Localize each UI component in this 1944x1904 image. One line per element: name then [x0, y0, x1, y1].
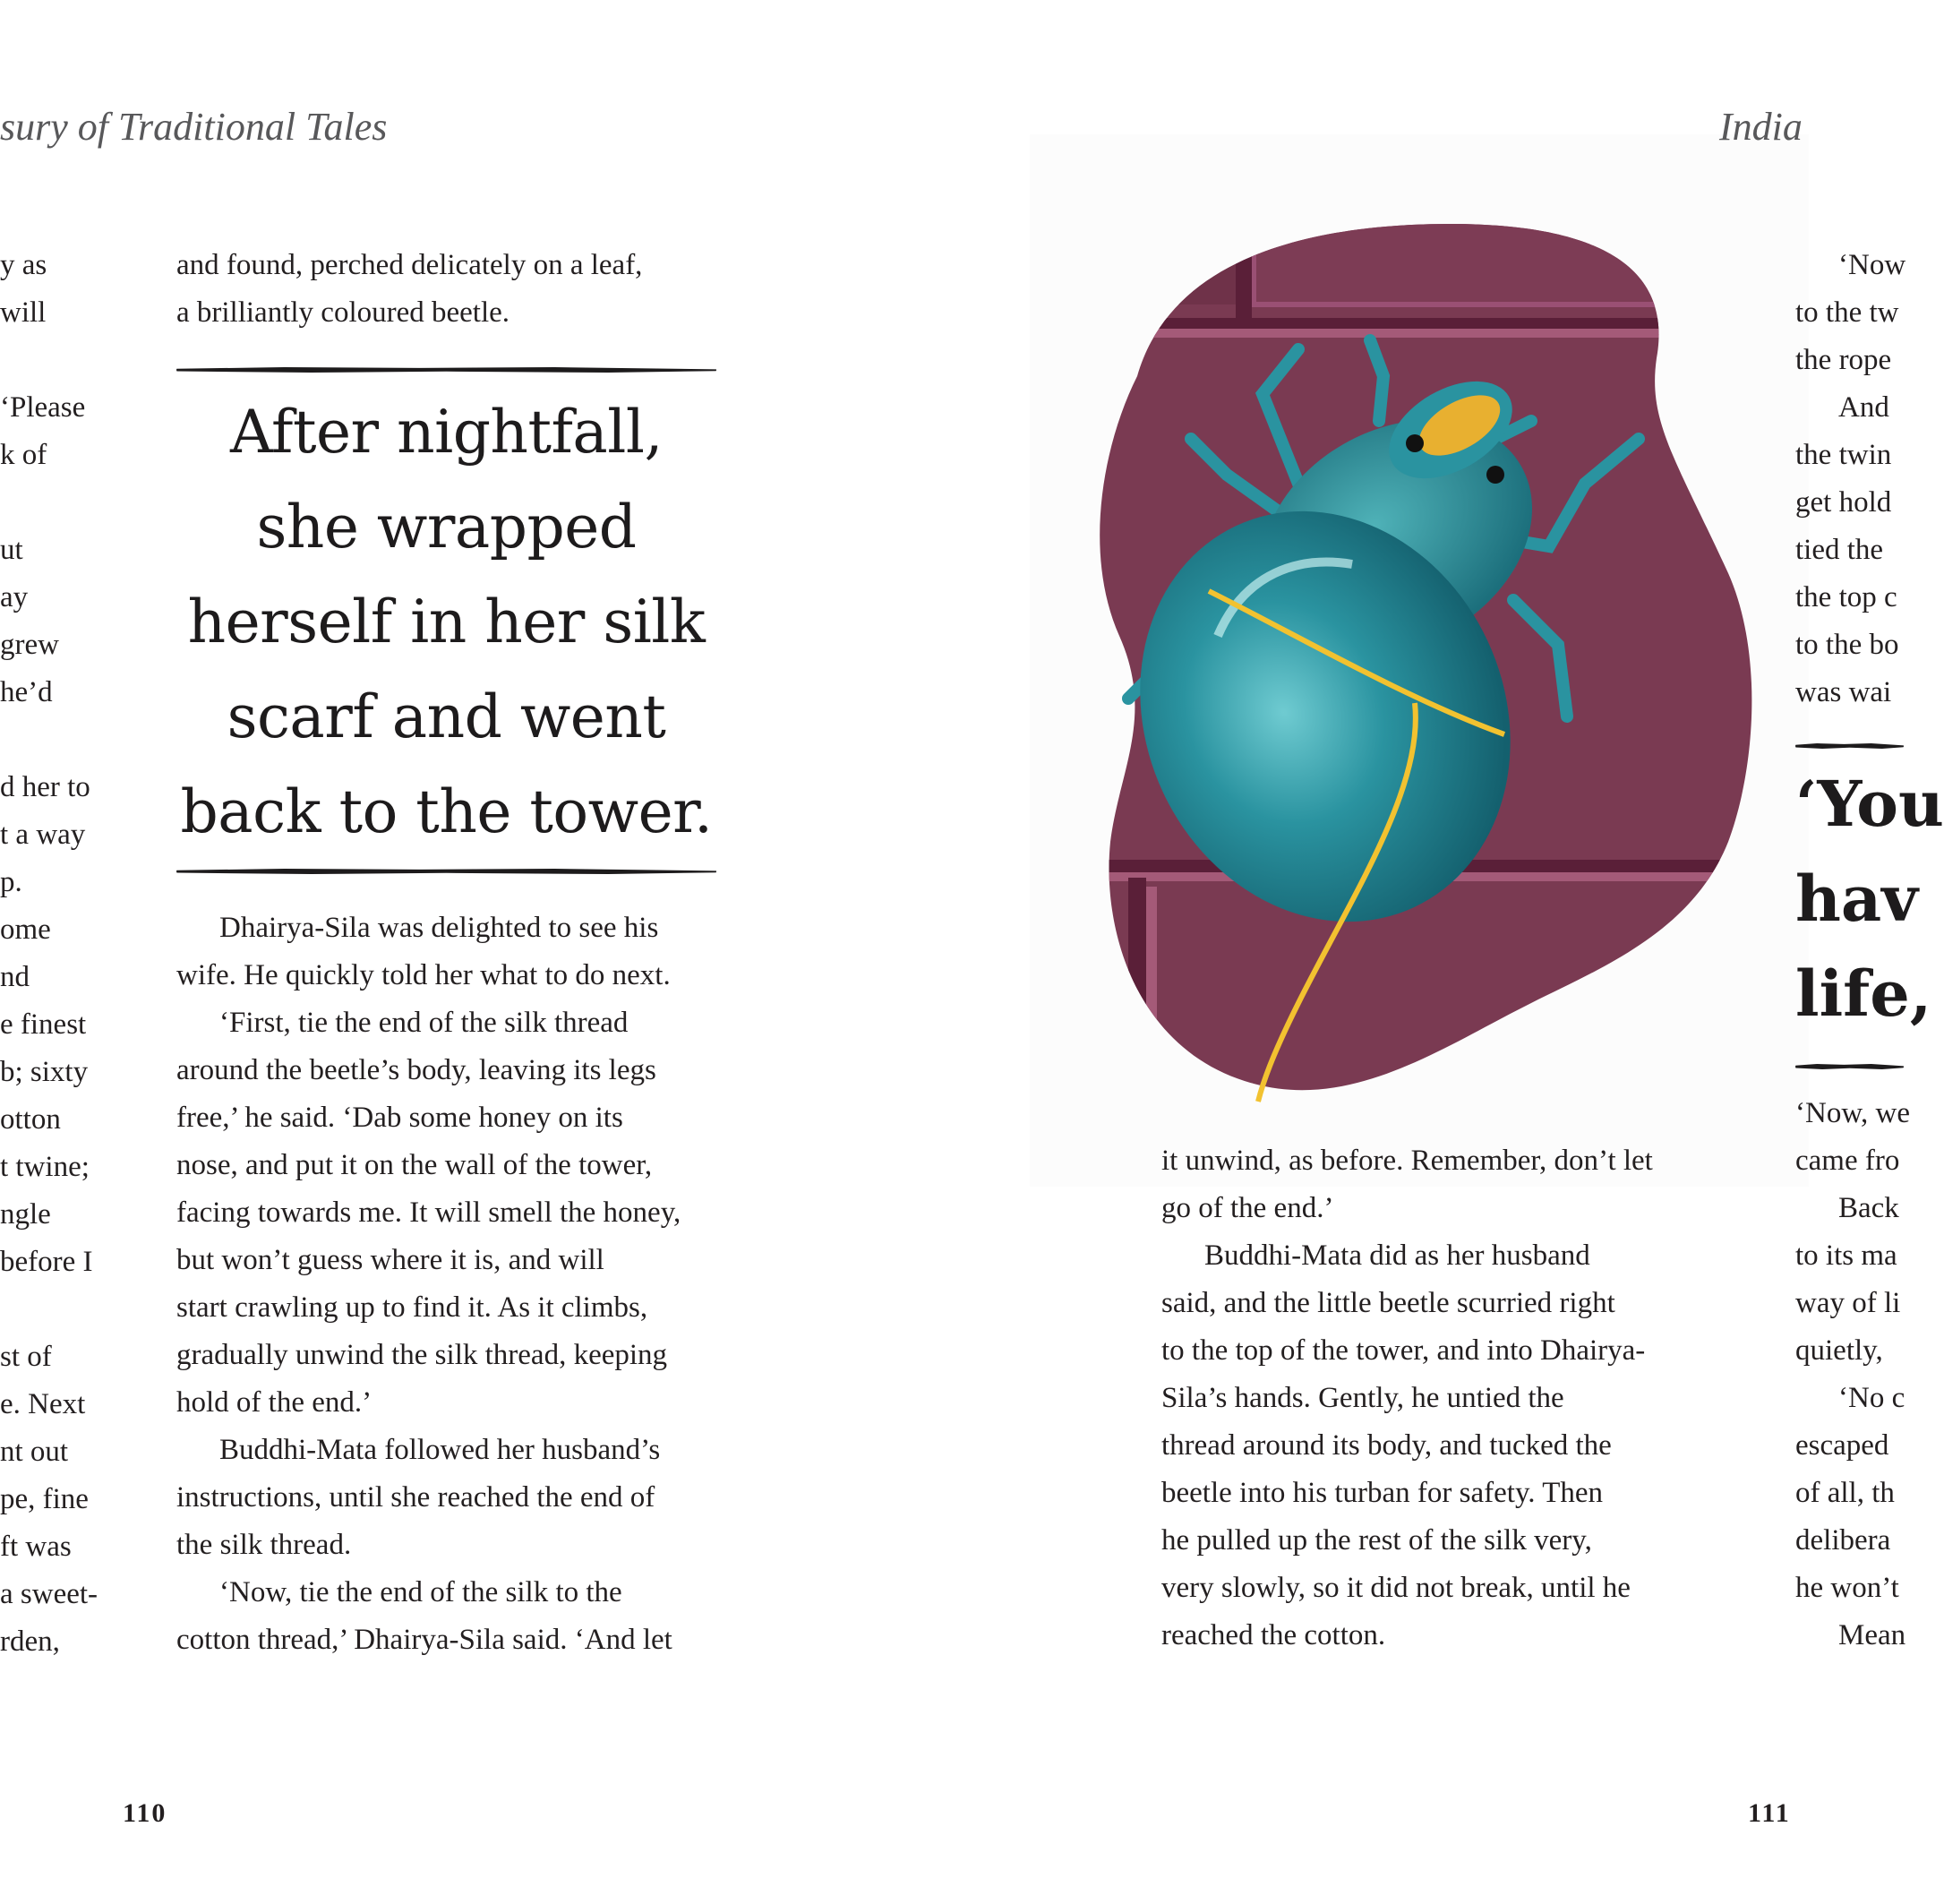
text-line: cotton thread,’ Dhairya-Sila said. ‘And let — [176, 1624, 672, 1656]
text-line: tied the — [1795, 534, 1884, 566]
pull-quote-rule-top — [176, 367, 716, 373]
text-line: k of — [0, 439, 47, 471]
text-line: Mean — [1838, 1619, 1906, 1651]
text-line — [0, 337, 98, 384]
text-line — [0, 716, 98, 764]
running-head-left: sury of Traditional Tales — [0, 105, 388, 149]
text-line: beetle into his turban for safety. Then — [1161, 1477, 1604, 1509]
text-line: delibera — [1795, 1524, 1891, 1557]
text-line: was wai — [1795, 676, 1892, 708]
text-line: came fro — [1795, 1145, 1900, 1177]
edge-column-bottom — [1795, 1090, 1910, 1660]
text-line: y as — [0, 249, 47, 281]
pull-quote-left — [176, 385, 716, 860]
pull-quote-line: ‘You — [1795, 767, 1944, 841]
pull-quote-line: herself in her silk — [187, 587, 706, 656]
text-line: the rope — [1795, 344, 1892, 376]
pull-quote-line: After nightfall, — [230, 398, 663, 467]
text-line: to its ma — [1795, 1239, 1897, 1272]
pull-quote-rule-bottom — [176, 869, 716, 874]
text-line: thread around its body, and tucked the — [1161, 1429, 1612, 1462]
text-line: ‘Please — [0, 391, 86, 424]
text-line: rden, — [0, 1625, 60, 1658]
text-line: go of the end.’ — [1161, 1192, 1334, 1224]
text-line: Dhairya-Sila was delighted to see his — [219, 912, 659, 944]
text-line: to the tw — [1795, 296, 1899, 329]
text-line: e finest — [0, 1008, 87, 1041]
text-line: it unwind, as before. Remember, don’t let — [1161, 1145, 1653, 1177]
body-text-left — [176, 905, 681, 1664]
text-line — [0, 479, 98, 527]
text-line: a sweet- — [0, 1578, 98, 1610]
text-line: otton — [0, 1103, 61, 1136]
text-line — [0, 1286, 98, 1334]
text-line: And — [1838, 391, 1889, 424]
text-line: Buddhi-Mata followed her husband’s — [219, 1434, 661, 1466]
edge-pull-quote-rule-top — [1795, 743, 1904, 749]
pull-quote-line: scarf and went — [227, 682, 666, 751]
text-line: st of — [0, 1341, 52, 1373]
text-line: ngle — [0, 1198, 51, 1231]
running-head-right: India — [1719, 105, 1803, 149]
text-line: reached the cotton. — [1161, 1619, 1386, 1651]
opening-text — [176, 242, 642, 337]
text-line: hold of the end.’ — [176, 1386, 373, 1419]
text-line: very slowly, so it did not break, until he — [1161, 1572, 1631, 1604]
edge-pull-quote — [1795, 757, 1944, 1042]
text-line: Sila’s hands. Gently, he untied the — [1161, 1382, 1564, 1414]
text-line: facing towards me. It will smell the honey, — [176, 1196, 681, 1229]
text-line: and found, perched delicately on a leaf, — [176, 249, 643, 281]
text-line: he pulled up the rest of the silk very, — [1161, 1524, 1592, 1557]
text-line: ome — [0, 913, 51, 946]
text-line: t a way — [0, 819, 86, 851]
text-line: nt out — [0, 1436, 69, 1468]
text-line: Buddhi-Mata did as her husband — [1204, 1239, 1590, 1272]
margin-column-left — [0, 242, 98, 1666]
text-line: a brilliantly coloured beetle. — [176, 296, 510, 329]
page-number-right: 111 — [1748, 1798, 1791, 1828]
text-line: free,’ he said. ‘Dab some honey on its — [176, 1102, 623, 1134]
text-line: the top c — [1795, 581, 1897, 613]
text-line: ft was — [0, 1531, 72, 1563]
text-line: before I — [0, 1246, 93, 1278]
page-number-left: 110 — [123, 1798, 167, 1828]
text-line: to the bo — [1795, 629, 1899, 661]
text-line: ay — [0, 581, 29, 613]
text-line: way of li — [1795, 1287, 1901, 1319]
pull-quote-line: hav — [1795, 862, 1918, 936]
text-line: p. — [0, 866, 22, 898]
pull-quote-line: back to the tower. — [180, 777, 713, 846]
text-line: ‘Now, we — [1795, 1097, 1910, 1129]
text-line: ‘Now, tie the end of the silk to the — [219, 1576, 622, 1608]
text-line: wife. He quickly told her what to do next. — [176, 959, 671, 991]
beetle-illustration — [1030, 215, 1755, 1102]
text-line: t twine; — [0, 1151, 90, 1183]
text-line: the silk thread. — [176, 1529, 352, 1561]
text-line: to the top of the tower, and into Dhairya- — [1161, 1334, 1646, 1367]
text-line: ut — [0, 534, 23, 566]
text-line: nose, and put it on the wall of the tower, — [176, 1149, 653, 1181]
edge-pull-quote-rule-bottom — [1795, 1064, 1904, 1069]
pull-quote-line: life, — [1795, 956, 1932, 1031]
text-line: b; sixty — [0, 1056, 89, 1088]
text-line: ‘No c — [1838, 1382, 1905, 1414]
text-line: he won’t — [1795, 1572, 1899, 1604]
text-line: grew — [0, 629, 59, 661]
text-line: e. Next — [0, 1388, 86, 1420]
text-line: the twin — [1795, 439, 1892, 471]
text-line: d her to — [0, 771, 90, 803]
text-line: he’d — [0, 676, 53, 708]
text-line: quietly, — [1795, 1334, 1883, 1367]
edge-column-top — [1795, 242, 1905, 716]
text-line: ‘First, tie the end of the silk thread — [219, 1007, 629, 1039]
text-line: ‘Now — [1838, 249, 1906, 281]
text-line: escaped — [1795, 1429, 1889, 1462]
text-line: pe, fine — [0, 1483, 89, 1515]
text-line: around the beetle’s body, leaving its legs — [176, 1054, 656, 1086]
text-line: start crawling up to find it. As it climbs, — [176, 1291, 648, 1324]
text-line: nd — [0, 961, 30, 993]
text-line: said, and the little beetle scurried right — [1161, 1287, 1615, 1319]
text-line: will — [0, 296, 47, 329]
text-line: Back — [1838, 1192, 1899, 1224]
text-line: instructions, until she reached the end of — [176, 1481, 655, 1514]
body-text-right — [1161, 1137, 1653, 1660]
text-line: of all, th — [1795, 1477, 1895, 1509]
text-line: but won’t guess where it is, and will — [176, 1244, 604, 1276]
text-line: get hold — [1795, 486, 1892, 519]
text-line: gradually unwind the silk thread, keeping — [176, 1339, 668, 1371]
pull-quote-line: she wrapped — [256, 493, 637, 562]
